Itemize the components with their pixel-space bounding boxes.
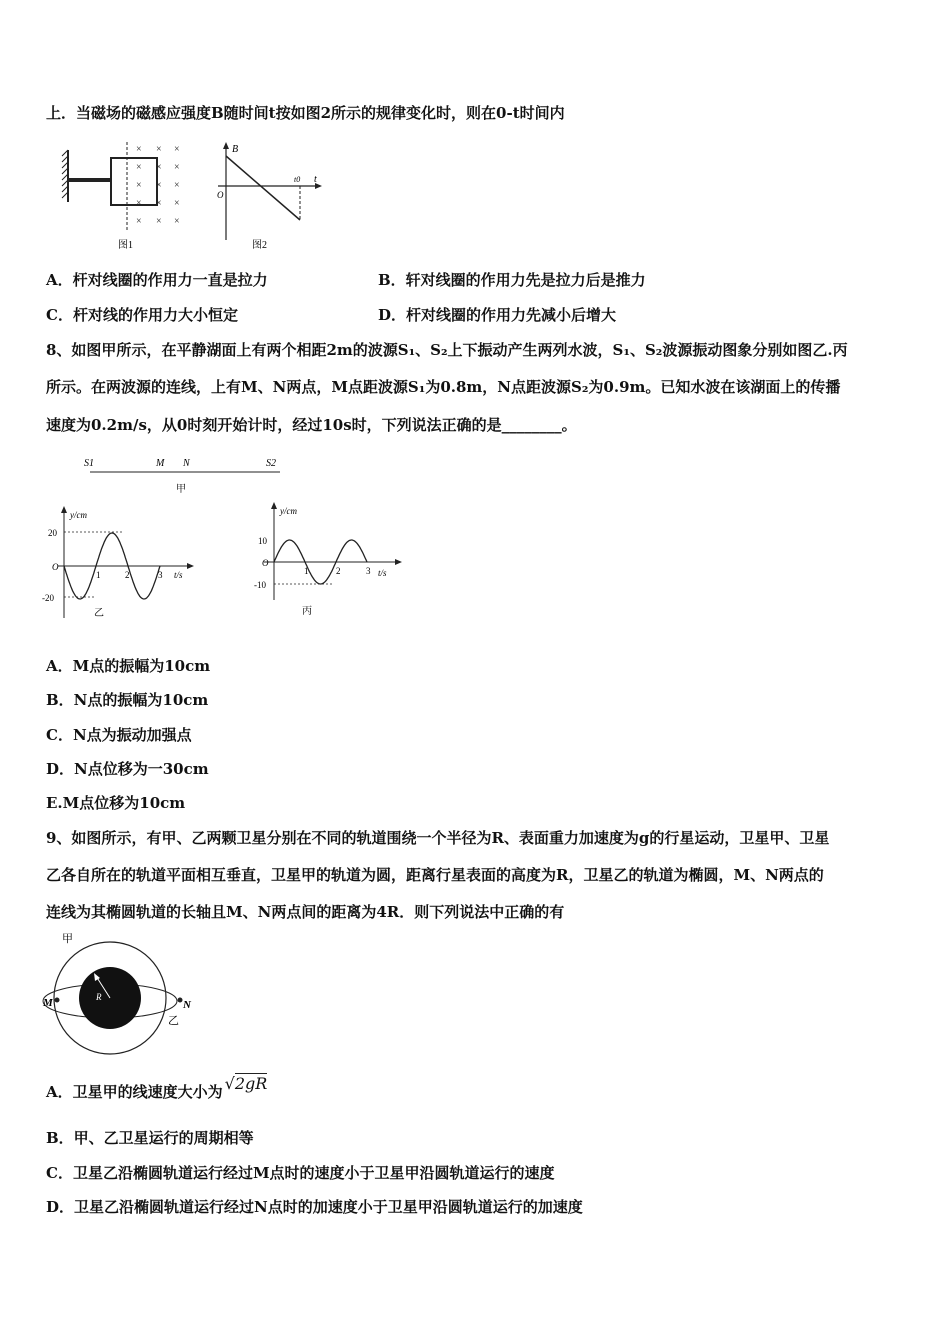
- svg-text:t/s: t/s: [378, 568, 387, 578]
- q9-stem-line3: 连线为其椭圆轨道的长轴且M、N两点间的距离为4R．则下列说法中正确的有: [46, 903, 565, 921]
- s2-label: S2: [266, 458, 276, 469]
- svg-text:N: N: [183, 999, 191, 1011]
- svg-text:×: ×: [156, 144, 162, 155]
- q8-option-d: D．N点位移为一30cm: [46, 760, 209, 778]
- q9-stem-line1: 9、如图所示，有甲、乙两颗卫星分别在不同的轨道围绕一个半径为R、表面重力加速度为g的行星运动，卫星甲、卫星: [46, 829, 830, 847]
- svg-text:10: 10: [258, 536, 267, 546]
- q9-option-b: B．甲、乙卫星运行的周期相等: [46, 1129, 254, 1147]
- svg-text:-20: -20: [42, 593, 54, 603]
- svg-text:甲: 甲: [62, 933, 73, 945]
- q7-option-c: C．杆对线的作用力大小恒定: [46, 306, 238, 324]
- svg-text:×: ×: [136, 162, 142, 173]
- svg-text:×: ×: [136, 216, 142, 227]
- svg-text:2: 2: [336, 566, 341, 576]
- figure-satellite-orbits: [40, 928, 200, 1058]
- svg-text:乙: 乙: [168, 1015, 179, 1027]
- q7-stem: 上．当磁场的磁感应强度B随时间t按如图2所示的规律变化时，则在0-t时间内: [46, 104, 565, 122]
- q7-option-d: D．杆对线圈的作用力先减小后增大: [378, 306, 617, 324]
- q8-option-e: E.M点位移为10cm: [46, 794, 186, 812]
- svg-text:20: 20: [48, 528, 57, 538]
- q9-option-d: D．卫星乙沿椭圆轨道运行经过N点时的加速度小于卫星甲沿圆轨道运行的加速度: [46, 1198, 583, 1216]
- q7-option-a: A．杆对线圈的作用力一直是拉力: [46, 271, 268, 289]
- q8-stem-line2: 所示。在两波源的连线，上有M、N两点，M点距波源S₁为0.8m，N点距波源S₂为0.9m。已知水波在该湖面上的传播: [46, 378, 841, 396]
- svg-text:M: M: [43, 997, 53, 1009]
- s1-label: S1: [84, 458, 94, 469]
- svg-text:×: ×: [156, 162, 162, 173]
- fig2-caption: 图2: [252, 240, 267, 251]
- sqrt-formula: √2gR: [224, 1074, 268, 1093]
- svg-text:×: ×: [174, 180, 180, 191]
- svg-text:×: ×: [156, 216, 162, 227]
- jia-caption: 甲: [176, 484, 186, 495]
- q8-stem-line3: 速度为0.2m/s，从0时刻开始计时，经过10s时，下列说法正确的是________。: [46, 416, 577, 434]
- svg-text:×: ×: [174, 144, 180, 155]
- svg-text:2: 2: [125, 570, 130, 580]
- figure-2-bt-graph: [212, 140, 332, 255]
- q8-option-a: A．M点的振幅为10cm: [46, 657, 211, 675]
- svg-text:3: 3: [158, 570, 163, 580]
- yi-caption: 乙: [94, 608, 104, 619]
- svg-text:1: 1: [96, 570, 101, 580]
- svg-text:y/cm: y/cm: [280, 506, 297, 516]
- q7-option-b: B．轩对线圈的作用力先是拉力后是推力: [378, 271, 646, 289]
- svg-text:B: B: [232, 144, 239, 155]
- figure-bing-graph: [250, 500, 410, 630]
- m-label: M: [156, 458, 165, 469]
- svg-text:3: 3: [366, 566, 371, 576]
- q9-option-c: C．卫星乙沿椭圆轨道运行经过M点时的速度小于卫星甲沿圆轨道运行的速度: [46, 1164, 555, 1182]
- svg-text:×: ×: [136, 198, 142, 209]
- q9-stem-line2: 乙各自所在的轨道平面相互垂直，卫星甲的轨道为圆，距离行星表面的高度为R，卫星乙的轨道为椭圆，M、N两点的: [46, 866, 824, 884]
- figure-jia-sources: [80, 452, 290, 500]
- bing-caption: 丙: [302, 606, 312, 617]
- figure-1-coil: [60, 140, 200, 255]
- svg-text:1: 1: [304, 566, 309, 576]
- svg-text:O: O: [52, 562, 59, 572]
- svg-text:×: ×: [156, 198, 162, 209]
- n-label: N: [183, 458, 190, 469]
- svg-text:×: ×: [174, 198, 180, 209]
- fig1-caption: 图1: [118, 240, 133, 251]
- svg-text:×: ×: [136, 144, 142, 155]
- q9-option-a: A．卫星甲的线速度大小为 √2gR: [46, 1074, 268, 1101]
- q8-option-c: C．N点为振动加强点: [46, 726, 192, 744]
- svg-text:y/cm: y/cm: [70, 510, 87, 520]
- svg-text:O: O: [217, 190, 224, 200]
- svg-text:×: ×: [174, 162, 180, 173]
- svg-text:×: ×: [156, 180, 162, 191]
- q8-option-b: B．N点的振幅为10cm: [46, 691, 209, 709]
- svg-text:×: ×: [174, 216, 180, 227]
- svg-text:-10: -10: [254, 580, 266, 590]
- svg-text:t: t: [314, 174, 317, 185]
- svg-text:O: O: [262, 558, 269, 568]
- svg-text:R: R: [96, 992, 102, 1002]
- svg-text:×: ×: [136, 180, 142, 191]
- svg-text:t0: t0: [294, 175, 301, 184]
- q8-stem-line1: 8、如图甲所示，在平静湖面上有两个相距2m的波源S₁、S₂上下振动产生两列水波，S₁、S₂波源振动图象分别如图乙.丙: [46, 341, 848, 359]
- figure-yi-graph: [40, 500, 200, 630]
- svg-text:t/s: t/s: [174, 570, 183, 580]
